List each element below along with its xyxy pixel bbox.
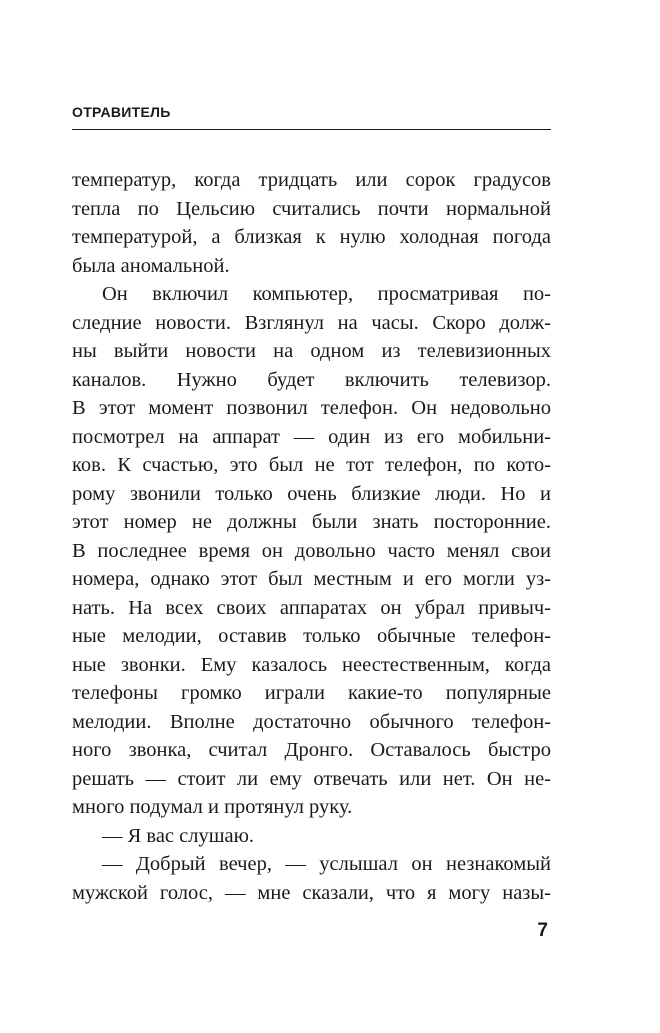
text-line: посмотрел на аппарат — один из его мобильни- — [72, 425, 551, 448]
text-line: телефоны громко играли какие-то популярные — [72, 682, 551, 704]
text-line: В этот момент позвонил телефон. Он недовольно — [72, 397, 551, 419]
text-line: ков. К счастью, это был не тот телефон, по кото- — [72, 454, 551, 476]
body-text — [72, 166, 551, 907]
text-line: мелодии. Вполне достаточно обычного телефон- — [72, 710, 551, 733]
text-line: решать — стоит ли ему отвечать или нет. Он не- — [72, 767, 551, 790]
text-line: была аномальной. — [72, 254, 230, 277]
text-line: температурой, а близкая к нулю холодная погода — [72, 226, 551, 248]
text-line: В последнее время он довольно часто менял свои — [72, 539, 551, 562]
text-line: ные звонки. Ему казалось неестественным, когда — [72, 653, 551, 676]
text-line: ные мелодии, оставив только обычные телефон- — [72, 625, 551, 647]
text-line: нать. На всех своих аппаратах он убрал привыч- — [72, 596, 551, 619]
text-line: мужской голос, — мне сказали, что я могу назы- — [72, 881, 551, 904]
dialogue-line: — Я вас слушаю. — [102, 824, 255, 847]
text-line: тепла по Цельсию считались почти нормальной — [72, 197, 551, 220]
text-line: рому звонили только очень близкие люди. Но и — [72, 482, 551, 505]
text-line: номера, однако этот был местным и его могли уз- — [72, 568, 551, 590]
paragraph-start-line: Он включил компьютер, просматривая по- — [102, 283, 551, 305]
text-line: этот номер не должны были знать посторонние. — [72, 511, 551, 533]
header-rule — [72, 129, 551, 130]
text-line: каналов. Нужно будет включить телевизор. — [72, 368, 551, 391]
dialogue-line: — Добрый вечер, — услышал он незнакомый — [102, 853, 551, 875]
text-line: ны выйти новости на одном из телевизионных — [72, 340, 551, 362]
running-title: ОТРАВИТЕЛЬ — [72, 104, 171, 120]
text-line: температур, когда тридцать или сорок градусов — [72, 169, 551, 191]
page-number: 7 — [537, 920, 548, 941]
text-line: ного звонка, считал Дронго. Оставалось быстро — [72, 739, 551, 761]
text-line: следние новости. Взглянул на часы. Скоро долж- — [72, 311, 551, 334]
text-line: много подумал и протянул руку. — [72, 796, 353, 818]
